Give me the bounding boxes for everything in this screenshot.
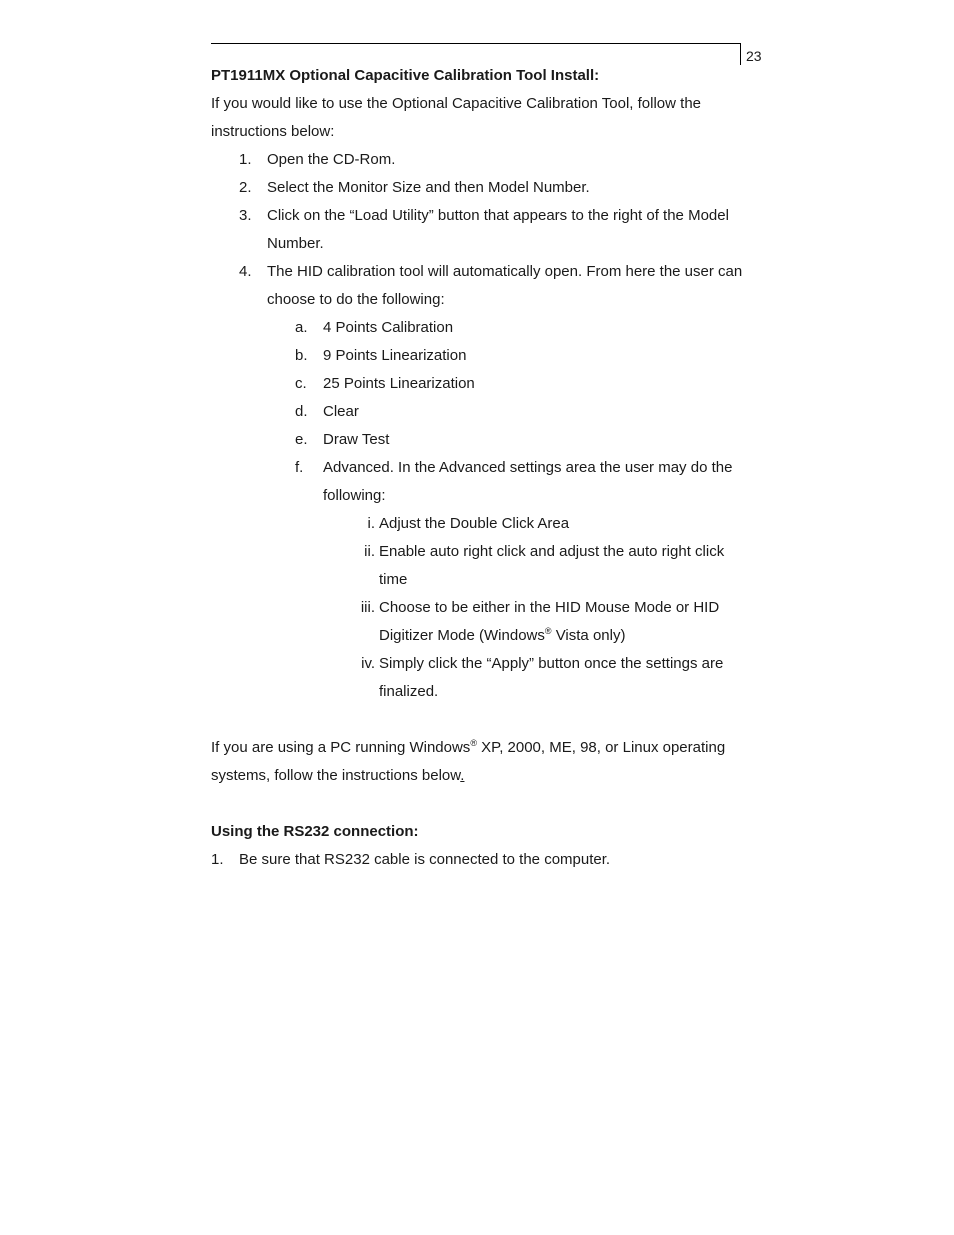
sublist-marker: d.	[295, 403, 308, 420]
list-item-text: Open the CD-Rom.	[267, 151, 396, 168]
advanced-item-text: Adjust the Double Click Area	[379, 515, 570, 532]
advanced-marker: i.	[367, 515, 375, 532]
sublist-item	[295, 454, 751, 510]
sublist-marker: e.	[295, 431, 308, 448]
list-item-text: Click on the “Load Utility” button that appears to the right of the Model Number.	[267, 207, 729, 252]
sublist-item-text: 9 Points Linearization	[323, 347, 467, 364]
sublist-marker: a.	[295, 319, 308, 336]
advanced-marker: iv.	[361, 655, 375, 672]
list-item	[239, 174, 751, 202]
sublist-item-text: 25 Points Linearization	[323, 375, 475, 392]
document-body	[211, 62, 751, 874]
sublist-item-text: 4 Points Calibration	[323, 319, 454, 336]
sublist-item	[295, 426, 751, 454]
advanced-marker: iii.	[360, 599, 375, 616]
list-item	[239, 202, 751, 258]
advanced-item-text	[379, 594, 751, 650]
list-marker: 1.	[239, 151, 252, 168]
sublist-item-text: Draw Test	[323, 431, 390, 448]
list-item-text: Be sure that RS232 cable is connected to the computer.	[239, 851, 611, 868]
list-item	[211, 846, 751, 874]
page-number: 23	[746, 48, 762, 64]
section-title-rs232: Using the RS232 connection:	[211, 823, 419, 840]
list-item	[239, 258, 751, 314]
sublist-item	[295, 342, 751, 370]
spacer	[211, 706, 751, 734]
advanced-item	[351, 650, 751, 706]
sublist-marker: b.	[295, 347, 308, 364]
advanced-item-text: Enable auto right click and adjust the auto right click time	[379, 543, 725, 588]
list-marker: 2.	[239, 179, 252, 196]
advanced-item-text-part: Vista only)	[551, 627, 626, 644]
advanced-marker: ii.	[364, 543, 375, 560]
os-note-end: .	[460, 767, 465, 784]
advanced-item	[351, 594, 751, 650]
os-note-text: If you are using a PC running Windows	[211, 739, 471, 756]
list-marker: 1.	[211, 851, 224, 868]
sublist-item-text: Clear	[323, 403, 359, 420]
advanced-item-text: Simply click the “Apply” button once the settings are finalized.	[379, 655, 724, 700]
os-note-text: XP, 2000, ME, 98, or Linux operating systems, follow the instructions below	[211, 739, 726, 784]
advanced-item	[351, 538, 751, 594]
advanced-item	[351, 510, 751, 538]
list-item	[239, 146, 751, 174]
intro-paragraph: If you would like to use the Optional Capacitive Calibration Tool, follow the instructions below:	[211, 95, 701, 140]
os-note-paragraph	[211, 734, 731, 790]
registered-mark: ®	[470, 738, 477, 748]
list-item-text: Select the Monitor Size and then Model Number.	[267, 179, 590, 196]
registered-mark: ®	[544, 626, 552, 636]
list-marker: 3.	[239, 207, 252, 224]
sublist-item-text: Advanced. In the Advanced settings area the user may do the following:	[323, 459, 733, 504]
sublist-item	[295, 398, 751, 426]
sublist-item	[295, 314, 751, 342]
list-marker: 4.	[239, 263, 252, 280]
spacer	[211, 790, 751, 818]
sublist-item	[295, 370, 751, 398]
list-item-text: The HID calibration tool will automatically open. From here the user can choose to do the following:	[267, 263, 743, 308]
advanced-item-text-part: Choose to be either in the HID Mouse Mode or HID Digitizer Mode (Windows	[379, 599, 720, 644]
sublist-marker: f.	[295, 459, 304, 476]
sublist-marker: c.	[295, 375, 307, 392]
section-title-calibration-tool: PT1911MX Optional Capacitive Calibration Tool Install:	[211, 67, 600, 84]
header-rule	[211, 43, 741, 44]
